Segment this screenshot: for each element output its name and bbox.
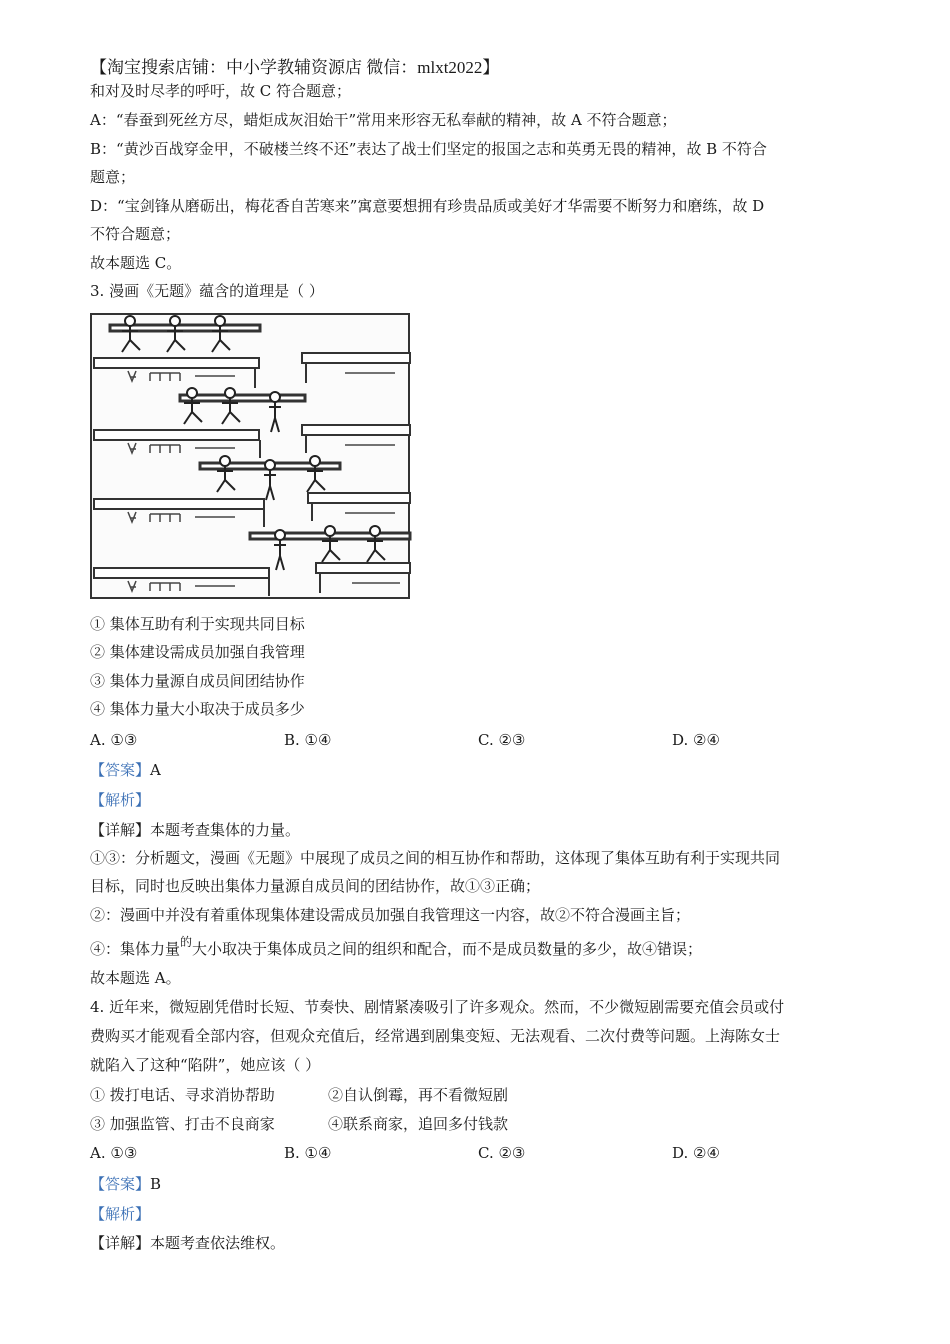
q4-statement: ④联系商家，追回多付钱款 [328,1115,509,1133]
q3-statement: ③ 集体力量源自成员间团结协作 [90,672,305,690]
q3-answer [90,760,161,780]
q3-statement: ② 集体建设需成员加强自我管理 [90,643,305,661]
q4-statement: ① 拨打电话、寻求消协帮助 [90,1086,275,1104]
q4-choice-a: A. ①③ [90,1144,138,1162]
answer-tag: 【答案】 [90,1175,151,1193]
q4-statement: ③ 加强监管、打击不良商家 [90,1115,275,1133]
q3-choice-c: C. ②③ [478,731,526,749]
q3-detail-line: 目标，同时也反映出集体力量源自成员间的团结协作，故①③正确； [90,877,541,895]
q4-analysis-tag: 【解析】 [90,1205,151,1223]
answer-value: A [150,761,161,779]
q4-choice-b: B. ①④ [284,1144,332,1162]
detail-text: ④：集体力量 [90,940,181,958]
q3-detail-line: ①③：分析题文，漫画《无题》中展现了成员之间的相互协作和帮助，这体现了集体互助有利于实现共同 [90,849,781,867]
answer-value: B [150,1175,162,1193]
q4-detail: 【详解】本题考查依法维权。 [90,1234,286,1252]
prev-analysis-line: A：“春蚕到死丝方尽，蜡炬成灰泪始干”常用来形容无私奉献的精神，故 A 不符合题意； [90,111,677,129]
q3-choice-a: A. ①③ [90,731,138,749]
q3-stem: 3. 漫画《无题》蕴含的道理是（ ） [90,282,324,300]
prev-analysis-line: 故本题选 C。 [90,254,182,272]
q3-conclusion: 故本题选 A。 [90,969,181,987]
q3-choice-b: B. ①④ [284,731,332,749]
prev-analysis-line: B：“黄沙百战穿金甲，不破楼兰终不还”表达了战士们坚定的报国之志和英勇无畏的精神，故 B 不符合 [90,140,767,158]
store-header: 【淘宝搜索店铺：中小学教辅资源店 微信：mlxt2022】 [90,58,500,77]
q4-stem-line: 费购买才能观看全部内容，但观众充值后，经常遇到剧集变短、无法观看、二次付费等问题。上海陈女士 [90,1027,781,1045]
answer-tag: 【答案】 [90,761,151,779]
q4-choice-c: C. ②③ [478,1144,526,1162]
q4-choice-d: D. ②④ [672,1144,720,1162]
q4-statement: ②自认倒霉，再不看微短剧 [328,1086,509,1104]
q3-detail-line: 【详解】本题考查集体的力量。 [90,821,301,839]
prev-analysis-line: D：“宝剑锋从磨砺出，梅花香自苦寒来”寓意要想拥有珍贵品质或美好才华需要不断努力和磨练，故 D [90,197,765,215]
detail-sup: 的 [180,935,193,949]
q3-detail-line: ②：漫画中并没有着重体现集体建设需成员加强自我管理这一内容，故②不符合漫画主旨； [90,906,691,924]
prev-analysis-line: 和对及时尽孝的呼吁，故 C 符合题意； [90,82,352,100]
prev-analysis-line: 不符合题意； [90,225,181,243]
q3-statement: ④ 集体力量大小取决于成员多少 [90,700,305,718]
q3-analysis-tag: 【解析】 [90,791,151,809]
comic-illustration [90,313,426,602]
prev-analysis-line: 题意； [90,168,136,186]
q3-statement: ① 集体互助有利于实现共同目标 [90,615,305,633]
q3-detail-line [90,935,703,960]
q4-stem-line: 就陷入了这种“陷阱”，她应该（ ） [90,1056,321,1074]
detail-text: 大小取决于集体成员之间的组织和配合，而不是成员数量的多少，故④错误； [192,940,703,958]
q3-choice-d: D. ②④ [672,731,720,749]
q4-stem-line: 4. 近年来，微短剧凭借时长短、节奏快、剧情紧凑吸引了许多观众。然而，不少微短剧需要充值会员或付 [90,998,785,1016]
q4-answer [90,1174,161,1194]
